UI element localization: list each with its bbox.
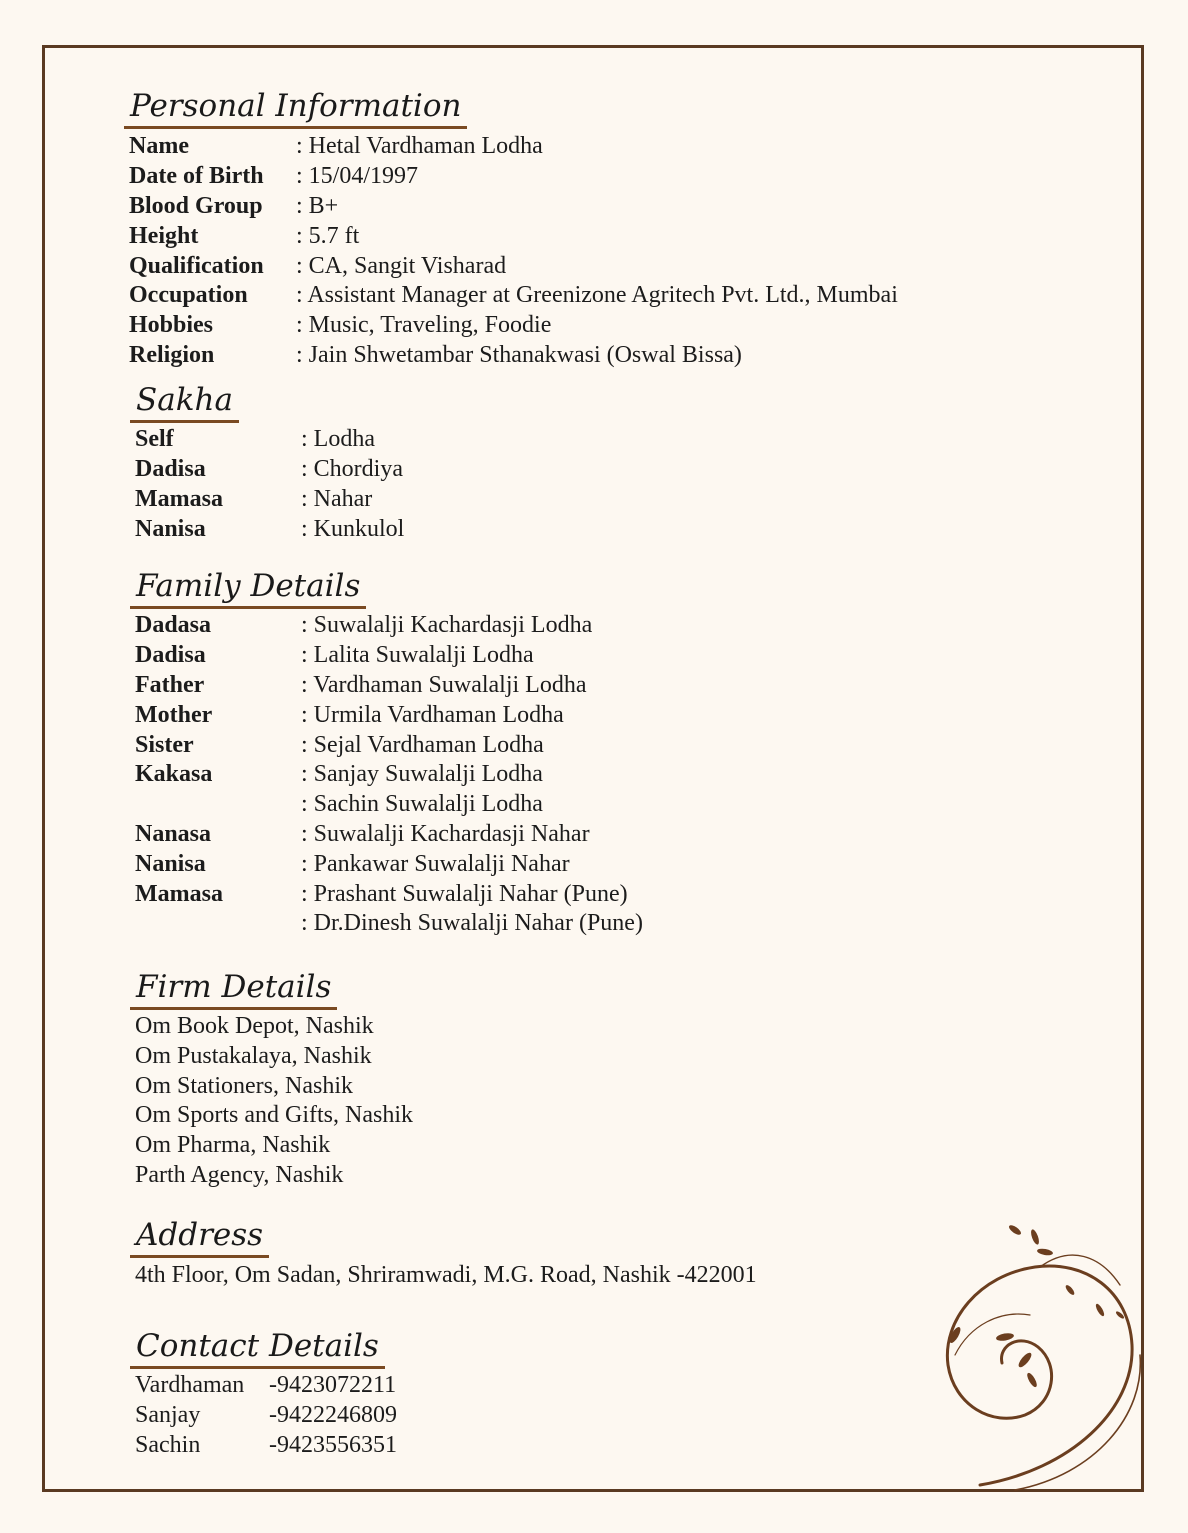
- contact-name: Vardhaman: [135, 1372, 245, 1398]
- field-label: Dadisa: [135, 642, 206, 669]
- sakha-row: [135, 514, 404, 544]
- family-row: [135, 909, 643, 939]
- family-details-list: [135, 611, 643, 939]
- family-row: [135, 760, 643, 790]
- family-row: [135, 849, 643, 879]
- personal-information-heading: Personal Information: [124, 88, 467, 129]
- contact-details-list: [135, 1371, 397, 1460]
- family-row: [135, 790, 643, 820]
- firm-details-heading: Firm Details: [130, 969, 337, 1010]
- field-label: Nanasa: [135, 820, 212, 847]
- sakha-row: [135, 455, 404, 485]
- family-details-heading: Family Details: [130, 568, 366, 609]
- field-label: Date of Birth: [129, 163, 264, 190]
- field-label: Religion: [129, 341, 215, 368]
- field-label: Name: [129, 133, 189, 160]
- contact-details-heading: Contact Details: [130, 1328, 385, 1369]
- field-label: Dadisa: [135, 456, 206, 483]
- family-row: [135, 641, 643, 671]
- field-value: : Urmila Vardhaman Lodha: [301, 701, 564, 728]
- personal-row: [129, 221, 898, 251]
- personal-row: [129, 281, 898, 311]
- firm-item: Om Pustakalaya, Nashik: [135, 1042, 372, 1069]
- field-value: : Lalita Suwalalji Lodha: [301, 642, 534, 669]
- personal-information-list: [129, 132, 898, 370]
- field-value: : CA, Sangit Visharad: [296, 252, 507, 279]
- decorative-swirl-ornament: [920, 1215, 1150, 1495]
- contact-phone: -9423072211: [269, 1372, 397, 1398]
- firm-details-list: [135, 1012, 413, 1191]
- field-value: : Suwalalji Kachardasji Nahar: [301, 820, 590, 847]
- field-value: : Lodha: [301, 426, 375, 453]
- family-row: [135, 700, 643, 730]
- firm-item: Om Book Depot, Nashik: [135, 1013, 374, 1039]
- field-label: Occupation: [129, 282, 248, 309]
- sakha-row: [135, 425, 404, 455]
- field-value: : Pankawar Suwalalji Nahar: [301, 850, 570, 877]
- field-value: : Prashant Suwalalji Nahar (Pune): [301, 880, 628, 907]
- address-text: 4th Floor, Om Sadan, Shriramwadi, M.G. Road, Nashik -422001: [135, 1262, 757, 1288]
- personal-row: [129, 162, 898, 192]
- contact-phone: -9422246809: [269, 1401, 397, 1428]
- field-label: Mamasa: [135, 485, 223, 512]
- field-label: Qualification: [129, 252, 264, 279]
- sakha-row: [135, 485, 404, 515]
- field-label: Self: [135, 426, 174, 453]
- contact-row: [135, 1371, 397, 1401]
- personal-row: [129, 251, 898, 281]
- field-label: Mamasa: [135, 880, 223, 907]
- field-label: Hobbies: [129, 312, 214, 339]
- field-label: Height: [129, 222, 199, 249]
- firm-item: Om Stationers, Nashik: [135, 1072, 353, 1099]
- field-value: : Vardhaman Suwalalji Lodha: [301, 671, 587, 698]
- field-label: Blood Group: [129, 192, 263, 219]
- sakha-heading: Sakha: [130, 382, 239, 423]
- field-value: : Jain Shwetambar Sthanakwasi (Oswal Bissa): [296, 341, 742, 368]
- field-value: : Suwalalji Kachardasji Lodha: [301, 612, 593, 639]
- personal-row: [129, 311, 898, 341]
- personal-row: [129, 192, 898, 222]
- field-value: : Assistant Manager at Greenizone Agritech Pvt. Ltd., Mumbai: [296, 282, 898, 309]
- field-label: Kakasa: [135, 761, 213, 788]
- personal-row: [129, 341, 898, 371]
- field-value: : Sejal Vardhaman Lodha: [301, 731, 544, 758]
- family-row: [135, 611, 643, 641]
- contact-row: [135, 1431, 397, 1461]
- firm-item: Om Pharma, Nashik: [135, 1132, 331, 1159]
- field-value: : Dr.Dinesh Suwalalji Nahar (Pune): [301, 910, 643, 937]
- field-value: : Kunkulol: [301, 515, 405, 542]
- contact-name: Sachin: [135, 1431, 201, 1458]
- field-label: Nanisa: [135, 515, 206, 542]
- field-value: : Hetal Vardhaman Lodha: [296, 133, 543, 160]
- family-row: [135, 820, 643, 850]
- field-value: : Chordiya: [301, 456, 403, 483]
- sakha-list: [135, 425, 404, 544]
- family-row: [135, 879, 643, 909]
- field-value: : B+: [296, 192, 339, 219]
- field-value: : 5.7 ft: [296, 222, 360, 249]
- contact-phone: -9423556351: [269, 1431, 397, 1458]
- contact-name: Sanjay: [135, 1401, 201, 1428]
- personal-row: [129, 132, 898, 162]
- firm-item: Parth Agency, Nashik: [135, 1161, 344, 1188]
- field-value: : Sachin Suwalalji Lodha: [301, 791, 543, 818]
- field-label: Father: [135, 671, 205, 698]
- field-value: : Nahar: [301, 485, 373, 512]
- family-row: [135, 671, 643, 701]
- field-label: Nanisa: [135, 850, 206, 877]
- address-heading: Address: [130, 1217, 269, 1258]
- field-label: Dadasa: [135, 612, 212, 639]
- field-value: : Music, Traveling, Foodie: [296, 312, 552, 339]
- family-row: [135, 730, 643, 760]
- address-block: [135, 1261, 757, 1291]
- contact-row: [135, 1401, 397, 1431]
- firm-item: Om Sports and Gifts, Nashik: [135, 1102, 413, 1129]
- field-value: : 15/04/1997: [296, 163, 419, 190]
- field-label: Sister: [135, 731, 194, 758]
- field-label: Mother: [135, 701, 213, 728]
- field-value: : Sanjay Suwalalji Lodha: [301, 761, 543, 788]
